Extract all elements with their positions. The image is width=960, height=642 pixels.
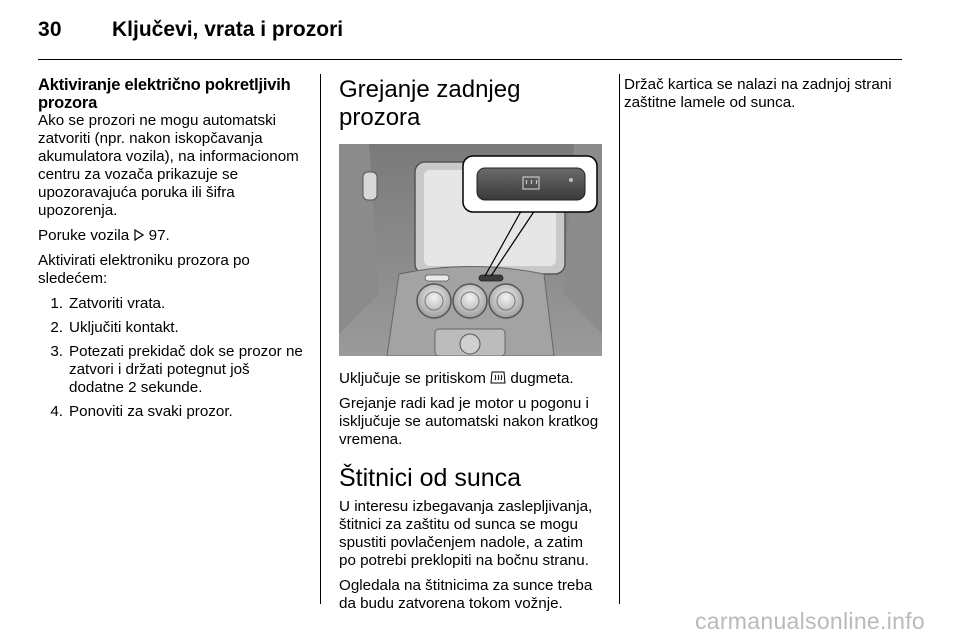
paragraph-activate: Aktivirati elektroniku prozora po sledećem: — [38, 252, 250, 287]
list-item — [38, 295, 304, 313]
section-heading-sun-visors: Štitnici od sunca — [339, 464, 522, 492]
middle-column — [339, 76, 604, 620]
step-text: Potezati prekidač dok se prozor ne zatvori i držati potegnut još dodatne 2 sekunde. — [69, 343, 303, 396]
step-number: 3. — [50, 343, 63, 360]
chapter-title: Ključevi, vrata i prozori — [112, 18, 344, 41]
page-number: 30 — [38, 18, 62, 41]
paragraph-heating: Grejanje radi kad je motor u pogonu i isključuje se automatski nakon kratkog vremena. — [339, 395, 599, 448]
page-reference-link[interactable]: 97. — [148, 227, 170, 244]
paragraph-warning: Ako se prozori ne mogu automatski zatvoriti (npr. nakon iskopčavanja akumulatora vozila), na informacionom centru za vozača prikazuje se upozoravajuća poruka ili šifra upozorenja. — [38, 112, 299, 219]
list-item — [38, 343, 304, 397]
dashboard-illustration — [339, 144, 602, 356]
column-divider — [619, 74, 620, 604]
triangle-right-icon — [133, 229, 144, 241]
vehicle-messages-text: Poruke vozila — [38, 227, 130, 244]
section-heading-power-windows: Aktiviranje električno pokretljivih prozora — [38, 76, 291, 112]
caption-text-after: dugmeta. — [510, 370, 574, 387]
rear-window-heater-icon — [490, 371, 506, 384]
step-number: 1. — [50, 295, 63, 312]
step-number: 4. — [50, 403, 63, 420]
steps-list — [38, 295, 304, 421]
paragraph-card-holder: Držač kartica se nalazi na zadnjoj strani zaštitne lamele od sunca. — [624, 76, 892, 111]
right-column — [624, 76, 894, 119]
step-text: Uključiti kontakt. — [69, 319, 179, 336]
list-item — [38, 319, 304, 337]
section-heading-rear-window: Grejanje zadnjeg prozora — [339, 76, 521, 131]
paragraph-sun-visors: U interesu izbegavanja zaslepljivanja, štitnici za zaštitu od sunca se mogu spustiti povlačenjem nadole, a zatim po potrebi preklopiti na bočnu stranu. — [339, 498, 593, 569]
list-item — [38, 403, 304, 421]
column-divider — [320, 74, 321, 604]
paragraph-vehicle-messages — [38, 227, 304, 245]
paragraph-switch-on — [339, 370, 604, 388]
step-text: Zatvoriti vrata. — [69, 295, 166, 312]
step-text: Ponoviti za svaki prozor. — [69, 403, 233, 420]
caption-text-before: Uključuje se pritiskom — [339, 370, 486, 387]
step-number: 2. — [50, 319, 63, 336]
watermark: carmanualsonline.info — [694, 608, 925, 634]
paragraph-mirrors: Ogledala na štitnicima za sunce treba da budu zatvorena tokom vožnje. — [339, 577, 593, 612]
left-column — [38, 76, 304, 427]
header-divider — [38, 59, 902, 60]
